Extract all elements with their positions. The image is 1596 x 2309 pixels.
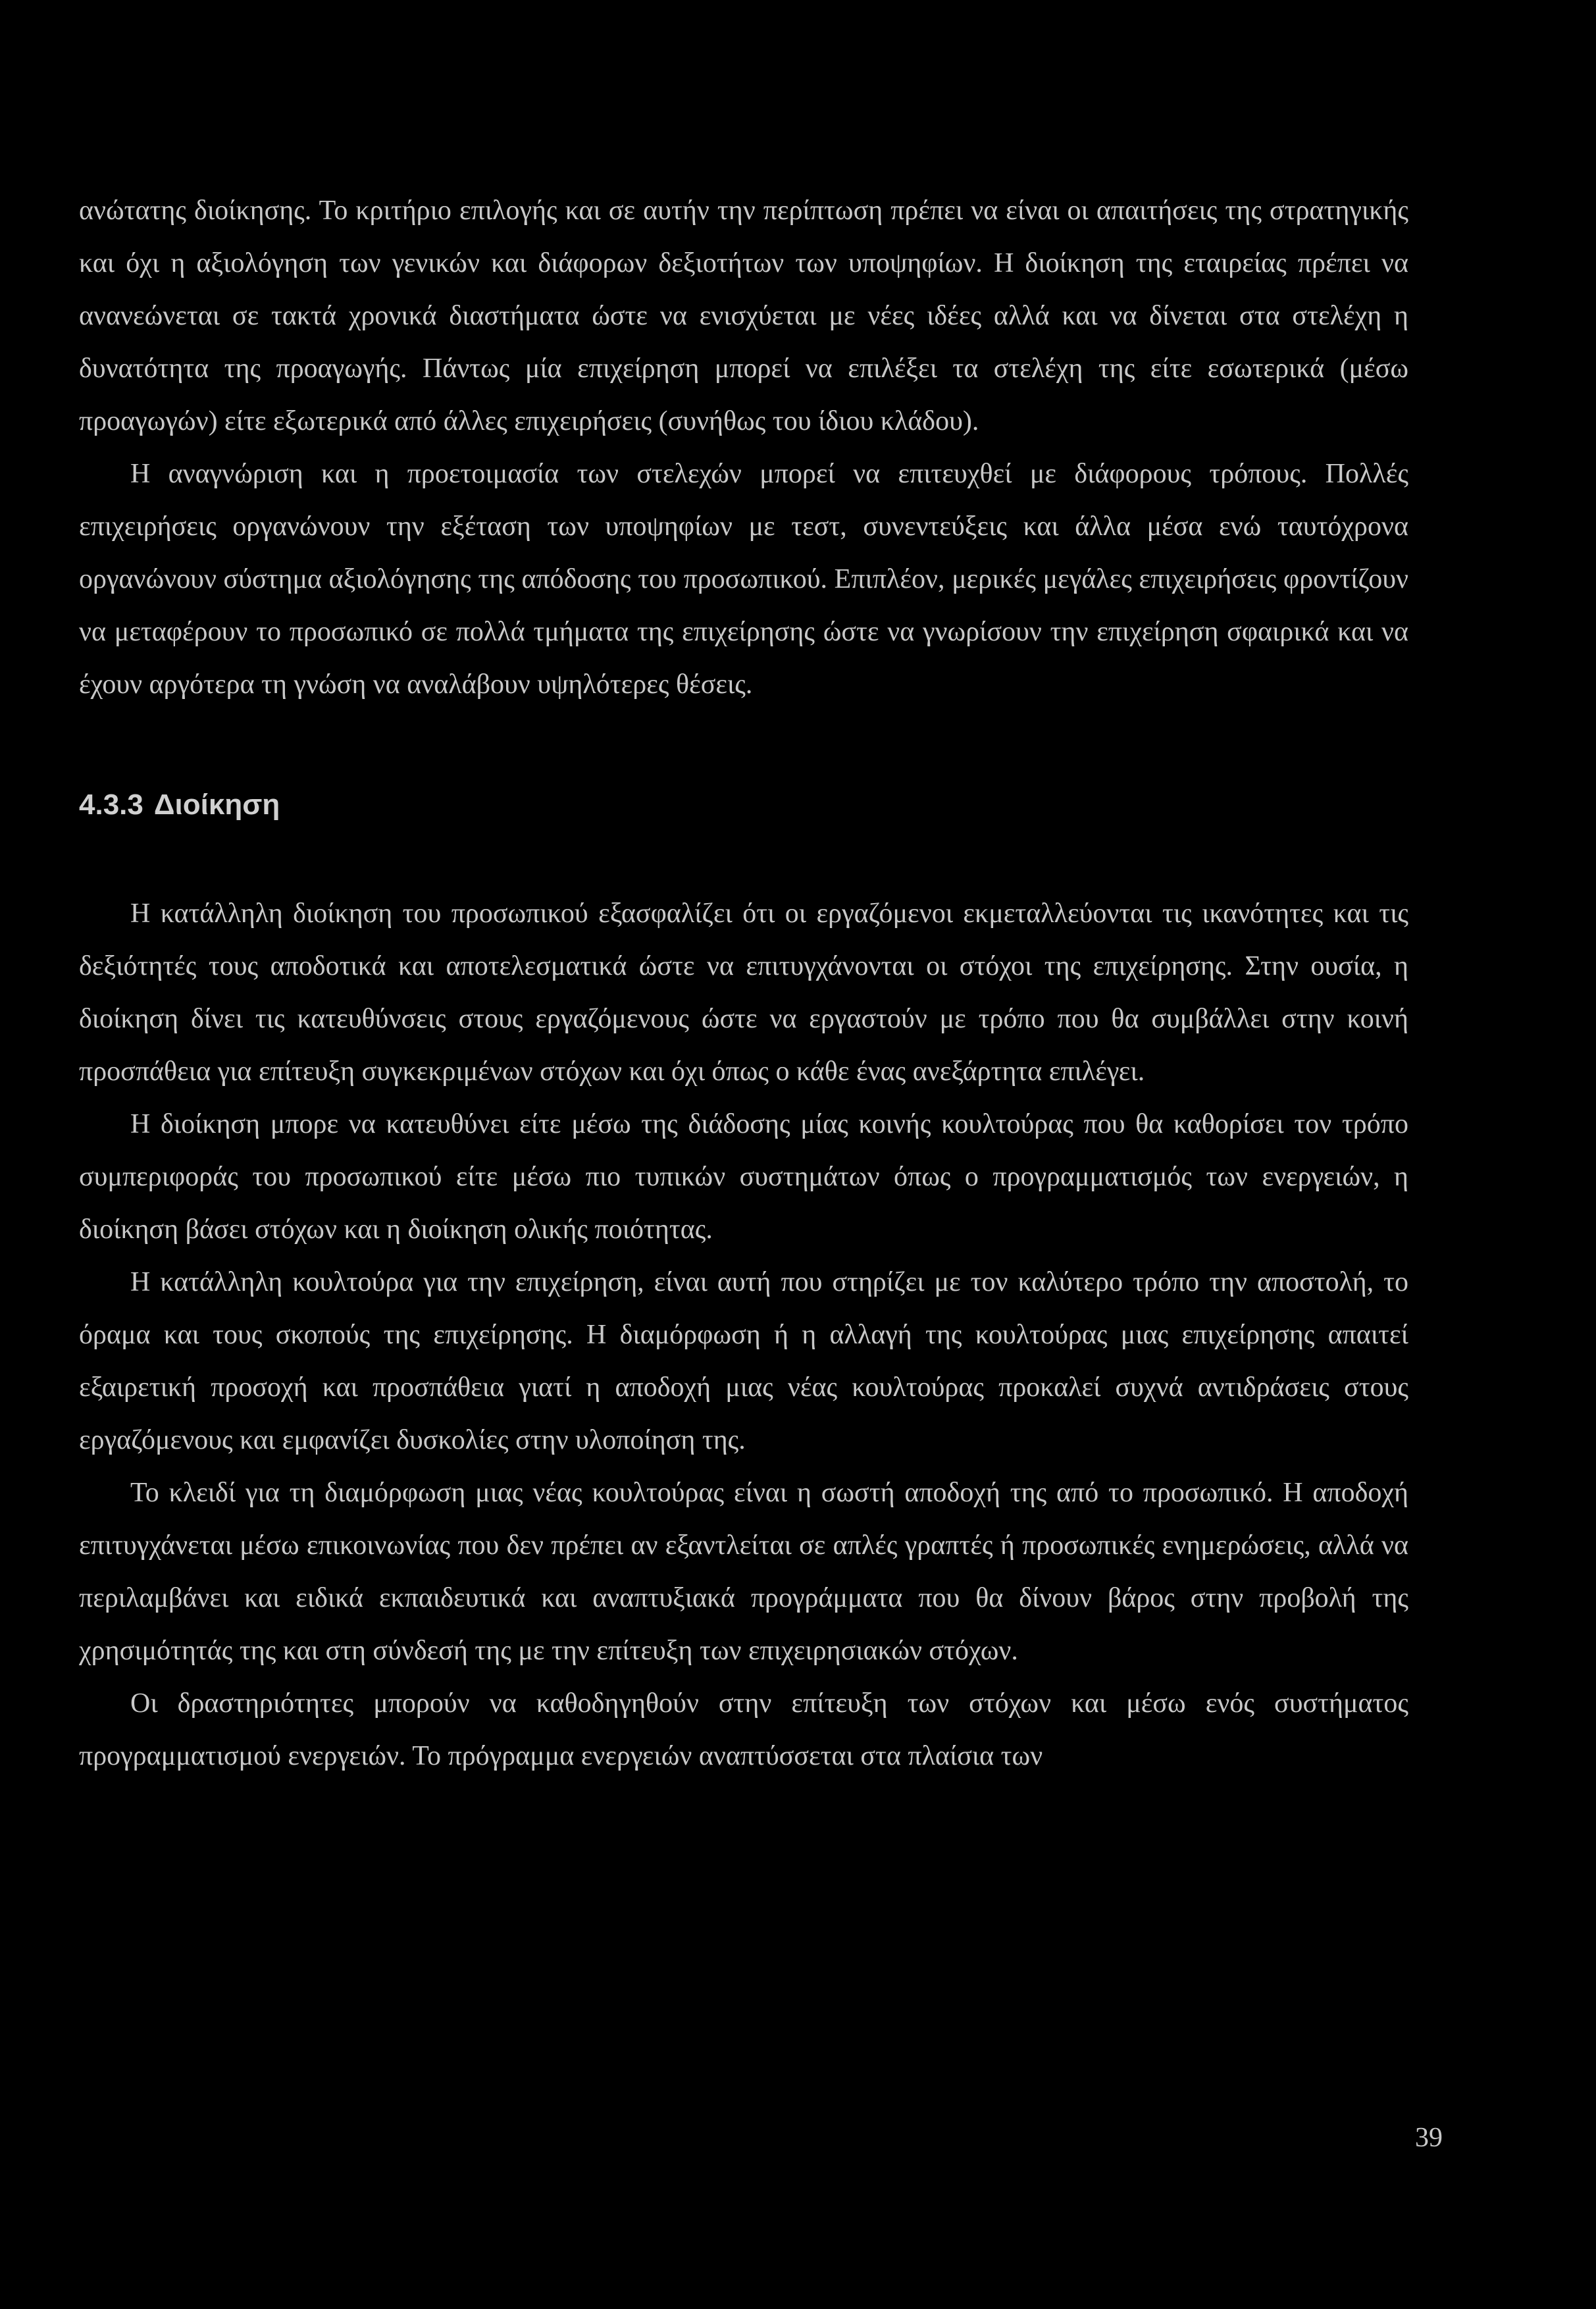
paragraph-management-methods: Η διοίκηση μπορε να κατευθύνει είτε μέσω της διάδοσης μίας κοινής κουλτούρας που θα καθορίσει τον τρόπο συμπεριφοράς του προσωπικού είτε μέσω πιο τυπικών συστημάτων όπως ο προγραμματισμός των ενεργειών, η διοίκηση βάσει στόχων και η διοίκηση ολικής ποιότητας. (79, 1109, 1408, 1245)
paragraph-culture: Η κατάλληλη κουλτούρα για την επιχείρηση, είναι αυτή που στηρίζει με τον καλύτερο τρόπο την αποστολή, το όραμα και τους σκοπούς της επιχείρησης. Η διαμόρφωση ή η αλλαγή της κουλτούρας μιας επιχείρησης απαιτεί εξαιρετική προσοχή και προσπάθεια γιατί η αποδοχή μιας νέας κουλτούρας προκαλεί συχνά αντιδράσεις στους εργαζόμενους και εμφανίζει δυσκολίες στην υλοποίηση της. (79, 1267, 1408, 1455)
section-number: 4.3.3 (79, 789, 143, 821)
paragraph-candidate-recognition: Η αναγνώριση και η προετοιμασία των στελεχών μπορεί να επιτευχθεί με διάφορους τρόπους. Πολλές επιχειρήσεις οργανώνουν την εξέταση των υποψηφίων με τεστ, συνεντεύξεις και άλλα μέσα ενώ ταυτόχρονα οργανώνουν σύστημα αξιολόγησης της απόδοσης του προσωπικού. Επιπλέον, μερικές μεγάλες επιχειρήσεις φροντίζουν να μεταφέρουν το προσωπικό σε πολλά τμήματα της επιχείρησης ώστε να γνωρίσουν την επιχείρηση σφαιρικά και να έχουν αργότερα τη γνώση να αναλάβουν υψηλότερες θέσεις. (79, 459, 1408, 700)
paragraph-action-planning: Οι δραστηριότητες μπορούν να καθοδηγηθούν στην επίτευξη των στόχων και μέσω ενός συστήματος προγραμματισμού ενεργειών. Το πρόγραμμα ενεργειών αναπτύσσεται στα πλαίσια των (79, 1688, 1408, 1771)
paragraph-continuation: ανώτατης διοίκησης. Το κριτήριο επιλογής και σε αυτήν την περίπτωση πρέπει να είναι οι απαιτήσεις της στρατηγικής και όχι η αξιολόγηση των γενικών και διάφορων δεξιοτήτων των υποψηφίων. Η διοίκηση της εταιρείας πρέπει να ανανεώνεται σε τακτά χρονικά διαστήματα ώστε να ενισχύεται με νέες ιδέες αλλά και να δίνεται στα στελέχη η δυνατότητα της προαγωγής. Πάντως μία επιχείρηση μπορεί να επιλέξει τα στελέχη της είτε εσωτερικά (μέσω προαγωγών) είτε εξωτερικά από άλλες επιχειρήσεις (συνήθως του ίδιου κλάδου). (79, 195, 1408, 436)
section-title: Διοίκηση (153, 789, 280, 821)
document-page (79, 184, 1408, 1782)
paragraph-culture-acceptance: Το κλειδί για τη διαμόρφωση μιας νέας κουλτούρας είναι η σωστή αποδοχή της από το προσωπικό. Η αποδοχή επιτυγχάνεται μέσω επικοινωνίας που δεν πρέπει αν εξαντλείται σε απλές γραπτές ή προσωπικές ενημερώσεις, αλλά να περιλαμβάνει και ειδικά εκπαιδευτικά και αναπτυξιακά προγράμματα που θα δίνουν βάρος στην προβολή της χρησιμότητάς της και στη σύνδεσή της με την επίτευξη των επιχειρησιακών στόχων. (79, 1478, 1408, 1666)
page-number: 39 (1415, 2123, 1443, 2153)
paragraph-management-intro: Η κατάλληλη διοίκηση του προσωπικού εξασφαλίζει ότι οι εργαζόμενοι εκμεταλλεύονται τις ικανότητες και τις δεξιότητές τους αποδοτικά και αποτελεσματικά ώστε να επιτυγχάνονται οι στόχοι της επιχείρησης. Στην ουσία, η διοίκηση δίνει τις κατευθύνσεις στους εργαζόμενους ώστε να εργαστούν με τρόπο που θα συμβάλλει στην κοινή προσπάθεια για επίτευξη συγκεκριμένων στόχων και όχι όπως ο κάθε ένας ανεξάρτητα επιλέγει. (79, 898, 1408, 1087)
section-heading (79, 782, 1408, 828)
